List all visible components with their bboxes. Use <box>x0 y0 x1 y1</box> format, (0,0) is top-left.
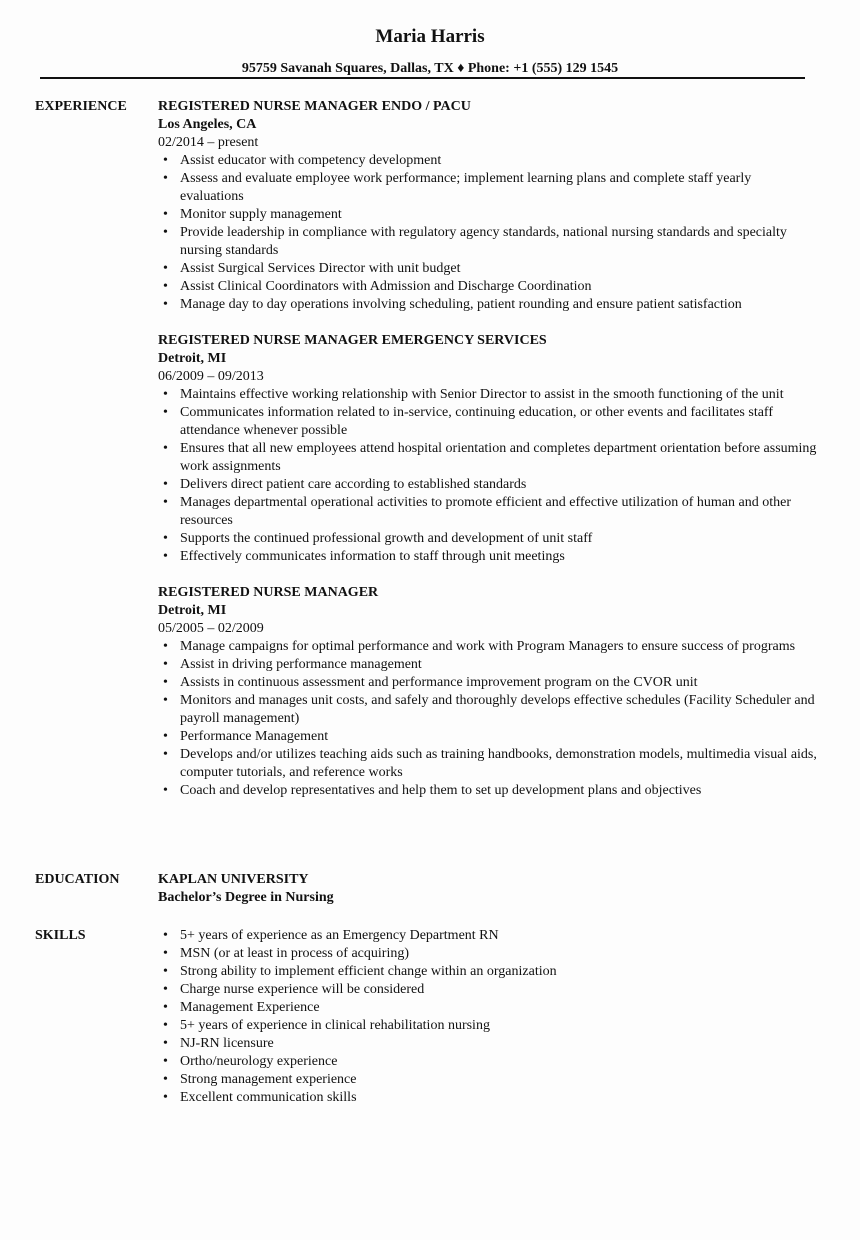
bullet-item: • Manages departmental operational activities to promote efficient and effective utilization of human and other resources <box>158 494 818 530</box>
skill-item: • MSN (or at least in process of acquiring) <box>158 945 818 963</box>
skill-item: • NJ-RN licensure <box>158 1035 818 1053</box>
skill-item: • 5+ years of experience in clinical rehabilitation nursing <box>158 1017 818 1035</box>
bullet-item: • Delivers direct patient care according to established standards <box>158 476 818 494</box>
job-entry <box>158 584 818 800</box>
header-divider <box>40 77 805 79</box>
job-bullets <box>158 638 818 800</box>
skills-body <box>158 927 818 1107</box>
bullet-item: • Develops and/or utilizes teaching aids such as training handbooks, demonstration models, multimedia visual aids, computer tutorials, and reference works <box>158 746 818 782</box>
bullet-item: • Supports the continued professional growth and development of unit staff <box>158 530 818 548</box>
job-title: REGISTERED NURSE MANAGER ENDO / PACU <box>158 99 471 114</box>
bullet-item: • Monitors and manages unit costs, and safely and thoroughly develops effective schedules (Facility Scheduler and payroll management) <box>158 692 818 728</box>
bullet-item: • Assess and evaluate employee work performance; implement learning plans and complete staff yearly evaluations <box>158 170 818 206</box>
education-body <box>158 871 818 907</box>
section-label-experience: EXPERIENCE <box>35 99 127 114</box>
skill-item: • Strong ability to implement efficient change within an organization <box>158 963 818 981</box>
bullet-item: • Assists in continuous assessment and performance improvement program on the CVOR unit <box>158 674 818 692</box>
bullet-item: • Monitor supply management <box>158 206 818 224</box>
skill-item: • Ortho/neurology experience <box>158 1053 818 1071</box>
experience-body <box>158 98 818 818</box>
school-name: KAPLAN UNIVERSITY <box>158 872 309 887</box>
skill-item: • Excellent communication skills <box>158 1089 818 1107</box>
bullet-item: • Assist Surgical Services Director with unit budget <box>158 260 818 278</box>
bullet-item: • Communicates information related to in-service, continuing education, or other events and facilitates staff attendance whenever possible <box>158 404 818 440</box>
candidate-name: Maria Harris <box>375 26 485 47</box>
job-location: Detroit, MI <box>158 603 227 618</box>
bullet-item: • Assist Clinical Coordinators with Admission and Discharge Coordination <box>158 278 818 296</box>
skill-item: • Charge nurse experience will be considered <box>158 981 818 999</box>
section-label-education: EDUCATION <box>35 872 120 887</box>
job-dates: 06/2009 – 09/2013 <box>158 369 264 384</box>
skills-list <box>158 927 818 1107</box>
bullet-item: • Assist educator with competency development <box>158 152 818 170</box>
job-title: REGISTERED NURSE MANAGER EMERGENCY SERVICES <box>158 333 547 348</box>
bullet-item: • Maintains effective working relationship with Senior Director to assist in the smooth functioning of the unit <box>158 386 818 404</box>
section-label-skills: SKILLS <box>35 928 86 943</box>
bullet-item: • Provide leadership in compliance with regulatory agency standards, national nursing standards and specialty nursing standards <box>158 224 818 260</box>
resume-header <box>0 26 860 78</box>
job-bullets <box>158 386 818 566</box>
skill-item: • Management Experience <box>158 999 818 1017</box>
skill-item: • Strong management experience <box>158 1071 818 1089</box>
job-dates: 05/2005 – 02/2009 <box>158 621 264 636</box>
bullet-item: • Coach and develop representatives and help them to set up development plans and objectives <box>158 782 818 800</box>
bullet-item: • Manage campaigns for optimal performance and work with Program Managers to ensure success of programs <box>158 638 818 656</box>
job-entry <box>158 98 818 314</box>
contact-line: 95759 Savanah Squares, Dallas, TX ♦ Phone: +1 (555) 129 1545 <box>241 61 619 76</box>
bullet-item: • Ensures that all new employees attend hospital orientation and completes department orientation before assuming work assignments <box>158 440 818 476</box>
bullet-item: • Performance Management <box>158 728 818 746</box>
job-bullets <box>158 152 818 314</box>
bullet-item: • Effectively communicates information to staff through unit meetings <box>158 548 818 566</box>
job-dates: 02/2014 – present <box>158 135 259 150</box>
skill-item: • 5+ years of experience as an Emergency Department RN <box>158 927 818 945</box>
bullet-item: • Assist in driving performance management <box>158 656 818 674</box>
job-entry <box>158 332 818 566</box>
job-title: REGISTERED NURSE MANAGER <box>158 585 379 600</box>
job-location: Detroit, MI <box>158 351 227 366</box>
degree-name: Bachelor’s Degree in Nursing <box>158 890 334 905</box>
bullet-item: • Manage day to day operations involving scheduling, patient rounding and ensure patient satisfaction <box>158 296 818 314</box>
job-location: Los Angeles, CA <box>158 117 257 132</box>
